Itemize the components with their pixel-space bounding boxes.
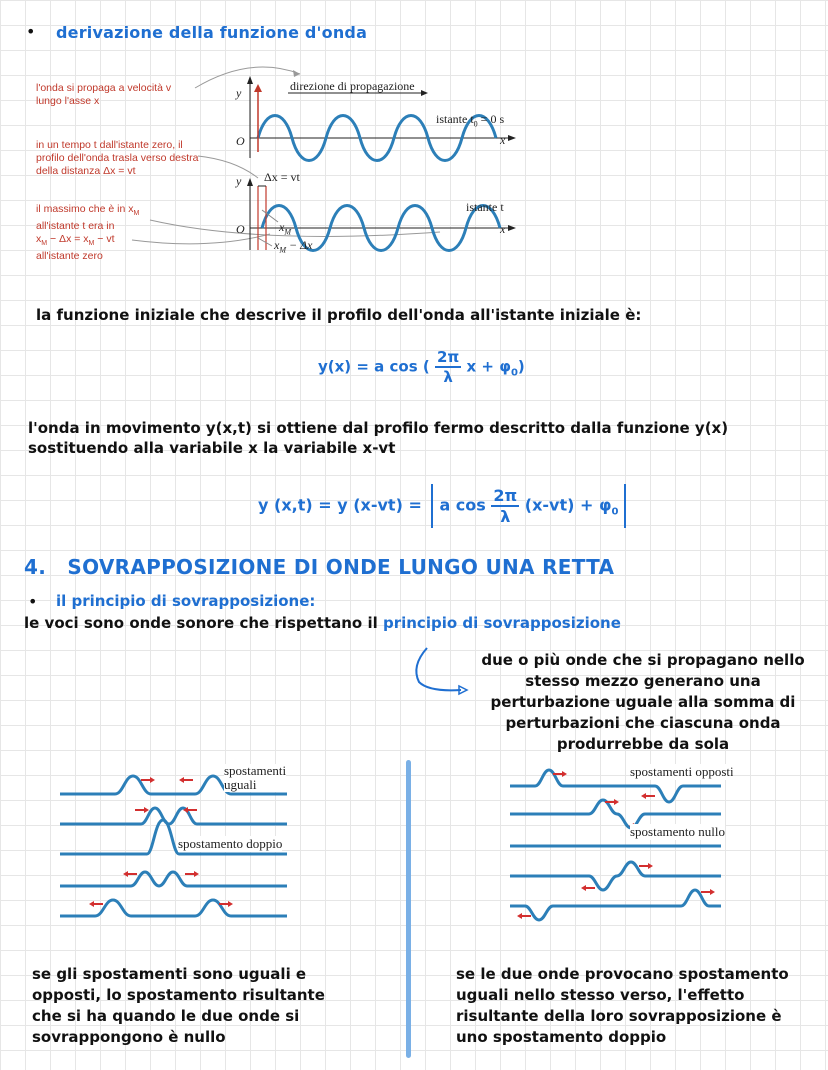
xm-text: x bbox=[279, 220, 285, 234]
caption-left bbox=[32, 964, 325, 1048]
section-title: SOVRAPPOSIZIONE DI ONDE LUNGO UNA RETTA bbox=[67, 555, 615, 579]
figure2-label-top bbox=[224, 764, 286, 792]
instant0-text: istante t bbox=[436, 112, 474, 126]
definition-line: produrrebbe da sola bbox=[556, 735, 730, 753]
string-line-4 bbox=[60, 872, 287, 886]
arrowhead bbox=[614, 799, 619, 805]
x-axis-arrowhead bbox=[508, 225, 516, 231]
connector-arrowhead bbox=[293, 70, 300, 77]
direction-arrowhead bbox=[421, 90, 428, 96]
origin-label-bottom: O bbox=[236, 222, 245, 236]
label3-line4: all'istante zero bbox=[36, 250, 103, 263]
string-line-2 bbox=[60, 808, 287, 824]
instant-0-label bbox=[436, 112, 504, 128]
arrowhead bbox=[123, 871, 128, 877]
arrowhead bbox=[179, 777, 184, 783]
heading-bullet: • bbox=[26, 22, 36, 41]
string-line-5 bbox=[60, 900, 287, 916]
formula2-bracket bbox=[431, 484, 626, 528]
formula1-den: λ bbox=[443, 368, 453, 386]
definition-line: stesso mezzo generano una bbox=[525, 672, 761, 690]
y-axis-arrowhead bbox=[247, 178, 253, 186]
figure2-label-top-1: spostamenti bbox=[224, 763, 287, 778]
curved-arrow-path bbox=[416, 648, 461, 690]
figure1-label-translation: in un tempo t dall'istante zero, il profilo dell'onda trasla verso destra della distanza Δx = vt bbox=[36, 139, 199, 177]
label3-line3b: − Δx = x bbox=[47, 233, 89, 246]
arrowhead bbox=[144, 807, 149, 813]
principle-definition bbox=[468, 650, 818, 755]
para2-line1: l'onda in movimento y(x,t) si ottiene dal profilo fermo descritto dalla funzione y(x) bbox=[28, 419, 729, 437]
paragraph-initial-function: la funzione iniziale che descrive il profilo dell'onda all'istante iniziale è: bbox=[36, 306, 642, 324]
xm-minus-tail: − Δx bbox=[286, 238, 313, 252]
arrowhead bbox=[710, 889, 715, 895]
x-label-bottom: x bbox=[500, 222, 506, 236]
origin-label-top: O bbox=[236, 134, 245, 148]
principle-prefix: le voci sono onde sonore che rispettano il bbox=[24, 614, 383, 632]
arrowhead bbox=[641, 793, 646, 799]
caption-right-line: uno spostamento doppio bbox=[456, 1028, 667, 1046]
figure2-label-top-2: uguali bbox=[224, 777, 257, 792]
label3-sub1: M bbox=[133, 210, 140, 218]
formula2-acos: a cos bbox=[439, 495, 486, 515]
label3-line3c: − vt bbox=[94, 233, 115, 246]
caption-left-line: che si ha quando le due onde si bbox=[32, 1007, 300, 1025]
xm-minus-text: x bbox=[274, 238, 280, 252]
formula2-fraction bbox=[491, 486, 519, 526]
formula2-phi-sub: 0 bbox=[611, 506, 619, 518]
formula2-rhs: (x-vt) + φ bbox=[524, 495, 612, 515]
red-arrowhead bbox=[254, 84, 262, 92]
paragraph-moving-wave bbox=[28, 418, 728, 458]
principle-line bbox=[24, 613, 621, 633]
vertical-divider bbox=[406, 760, 411, 1058]
definition-line: due o più onde che si propagano nello bbox=[481, 651, 805, 669]
formula2-lhs: y (x,t) = y (x-vt) = bbox=[258, 495, 422, 515]
section-number: 4. bbox=[24, 555, 47, 579]
string-line-4 bbox=[510, 862, 721, 890]
figure3-label-mid: spostamento nullo bbox=[630, 824, 725, 839]
caption-left-line: opposti, lo spostamento risultante bbox=[32, 986, 325, 1004]
formula2-den: λ bbox=[500, 507, 511, 526]
arrowhead bbox=[562, 771, 567, 777]
label3-line1: il massimo che è in x bbox=[36, 203, 134, 215]
label3-sub2: M bbox=[41, 240, 48, 248]
formula1-fraction bbox=[435, 348, 461, 386]
label3-line2: all'istante t era in bbox=[36, 220, 115, 233]
caption-left-line: sovrappongono è nullo bbox=[32, 1028, 226, 1046]
arrowhead bbox=[228, 901, 233, 907]
y-label-top: y bbox=[236, 86, 242, 100]
instant0-val: = 0 s bbox=[477, 112, 505, 126]
y-label-bottom: y bbox=[236, 174, 242, 188]
figure3-label-top: spostamenti opposti bbox=[630, 764, 734, 779]
connector-curve bbox=[198, 156, 258, 178]
arrowhead bbox=[648, 863, 653, 869]
formula1-phi-sub: 0 bbox=[510, 367, 518, 379]
xm-minus-sub: M bbox=[279, 245, 286, 255]
dx-label: Δx = vt bbox=[264, 170, 300, 184]
caption-left-line: se gli spostamenti sono uguali e bbox=[32, 965, 307, 983]
xm-sub: M bbox=[284, 227, 291, 237]
xm-minus-label bbox=[274, 238, 312, 254]
principle-bullet: • bbox=[28, 592, 38, 611]
instant-t-label: istante t bbox=[466, 200, 504, 214]
string-line-5 bbox=[510, 890, 721, 920]
page-title: derivazione della funzione d'onda bbox=[56, 23, 368, 42]
instant0-sub: 0 bbox=[473, 119, 478, 129]
section-heading bbox=[24, 555, 614, 579]
para2-line2: sostituendo alla variabile x la variabile x-vt bbox=[28, 439, 396, 457]
caption-right-line: uguali nello stesso verso, l'effetto bbox=[456, 986, 745, 1004]
principle-heading: il principio di sovrapposizione: bbox=[56, 592, 316, 610]
arrowhead bbox=[194, 871, 199, 877]
caption-right-line: risultante della loro sovrapposizione è bbox=[456, 1007, 782, 1025]
connector-curve bbox=[132, 234, 270, 244]
arrowhead bbox=[150, 777, 155, 783]
direction-label: direzione di propagazione bbox=[290, 79, 415, 93]
definition-line: perturbazioni che ciascuna onda bbox=[505, 714, 781, 732]
formula-moving bbox=[258, 484, 626, 528]
connector-curve bbox=[195, 67, 300, 88]
arrowhead bbox=[517, 913, 522, 919]
formula-initial bbox=[318, 348, 525, 386]
superposition-opposite-figure bbox=[505, 766, 755, 926]
label3-sub3: M bbox=[88, 240, 95, 248]
caption-right-line: se le due onde provocano spostamento bbox=[456, 965, 789, 983]
formula1-close: ) bbox=[517, 357, 525, 376]
heading bbox=[26, 22, 35, 41]
y-axis-arrowhead bbox=[247, 76, 253, 84]
figure1-label-velocity: l'onda si propaga a velocità v lungo l'asse x bbox=[36, 82, 172, 107]
formula1-rhs: x + φ bbox=[461, 357, 511, 376]
definition-line: perturbazione uguale alla somma di bbox=[490, 693, 796, 711]
x-label-top: x bbox=[500, 133, 506, 147]
figure2-label-mid: spostamento doppio bbox=[178, 836, 283, 851]
formula1-num: 2π bbox=[436, 348, 460, 366]
xm-leader bbox=[258, 238, 272, 246]
x-axis-arrowhead bbox=[508, 135, 516, 141]
formula2-num: 2π bbox=[493, 486, 518, 505]
xm-label bbox=[279, 220, 291, 236]
principle-link: principio di sovrapposizione bbox=[382, 614, 621, 632]
label3-line3: x bbox=[36, 233, 42, 246]
arrowhead bbox=[89, 901, 94, 907]
arrowhead bbox=[581, 885, 586, 891]
formula1-lhs: y(x) = a cos ( bbox=[318, 357, 430, 376]
caption-right bbox=[456, 964, 789, 1048]
